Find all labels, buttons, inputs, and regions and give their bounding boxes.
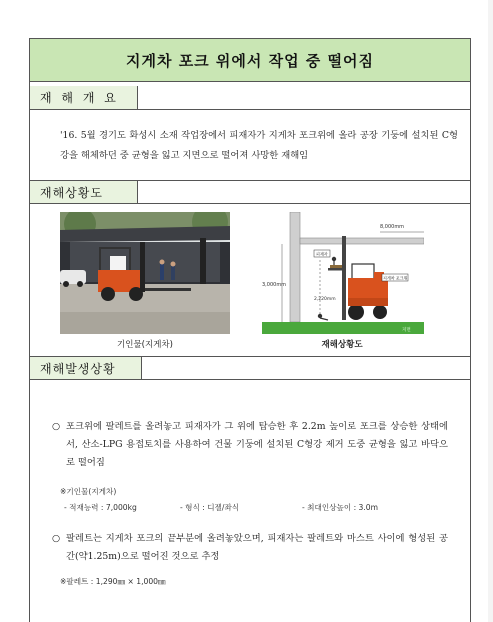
situation-heading: 재해상황도 — [30, 181, 138, 203]
scrollbar-track[interactable] — [488, 0, 493, 622]
occurrence-bullet-1 — [52, 418, 448, 472]
overview-heading: 재 해 개 요 — [30, 86, 138, 109]
diagram-ground: 지면 — [402, 328, 411, 333]
diagram-top-dim: 8,000mm — [380, 224, 405, 230]
diagram-caption: 재해상황도 — [321, 340, 363, 350]
machine-spec-type: - 형식 : 디젤/좌식 — [180, 503, 240, 512]
bullet-2-text: 팔레트는 지게차 포크의 끝부분에 올려놓았으며, 피재자는 팔레트와 마스트 사이에 형성된 공간(약1.25m)으로 떨어진 것으로 추정 — [66, 533, 448, 562]
diagram-height-dim: 3,000mm — [262, 282, 287, 288]
title-bar — [30, 39, 470, 82]
forklift-photo — [60, 212, 230, 334]
bullet-mark: ○ — [52, 421, 61, 432]
diagram-tag-worker: 피재자 — [316, 251, 328, 257]
situation-figure-area — [30, 204, 470, 356]
accident-diagram — [262, 212, 424, 334]
diagram-tag-machine: 지게차 포크위 — [383, 275, 408, 281]
overview-section-header — [30, 86, 470, 110]
situation-section-header — [30, 180, 470, 204]
diagram-worker-dim: 2,220mm — [314, 297, 336, 302]
photo-caption: 기인물(지게차) — [117, 340, 173, 350]
pallet-note: ※팔레트 : 1,290㎜ × 1,000㎜ — [60, 577, 166, 586]
overview-body — [30, 110, 470, 180]
machine-note-title: ※기인물(지게차) — [60, 487, 117, 496]
occurrence-body — [30, 380, 470, 610]
bullet-1-text: 포크위에 팔레트를 올려놓고 피재자가 그 위에 탑승한 후 2.2m 높이로 포크를 상승한 상태에서, 산소-LPG 용접토치를 사용하여 건물 기둥에 설치된 C형강 제거 도중 균형을 잃고 바닥으로 떨어짐 — [66, 421, 448, 468]
page-title: 지게차 포크 위에서 작업 중 떨어짐 — [126, 51, 374, 70]
accident-report-sheet — [29, 38, 471, 622]
overview-text: '16. 5월 경기도 화성시 소재 작업장에서 피재자가 지게차 포크위에 올라 공장 기둥에 설치된 C형강을 해체하던 중 균형을 잃고 지면으로 떨어져 사망한 재해임 — [60, 130, 458, 161]
occurrence-section-header — [30, 356, 470, 380]
occurrence-heading: 재해발생상황 — [30, 357, 142, 379]
machine-spec-max-height: - 최대인상높이 : 3.0m — [302, 503, 379, 512]
bullet-mark: ○ — [52, 533, 61, 544]
machine-spec-capacity: - 적재능력 : 7,000kg — [64, 503, 137, 512]
occurrence-bullet-2 — [52, 530, 448, 566]
